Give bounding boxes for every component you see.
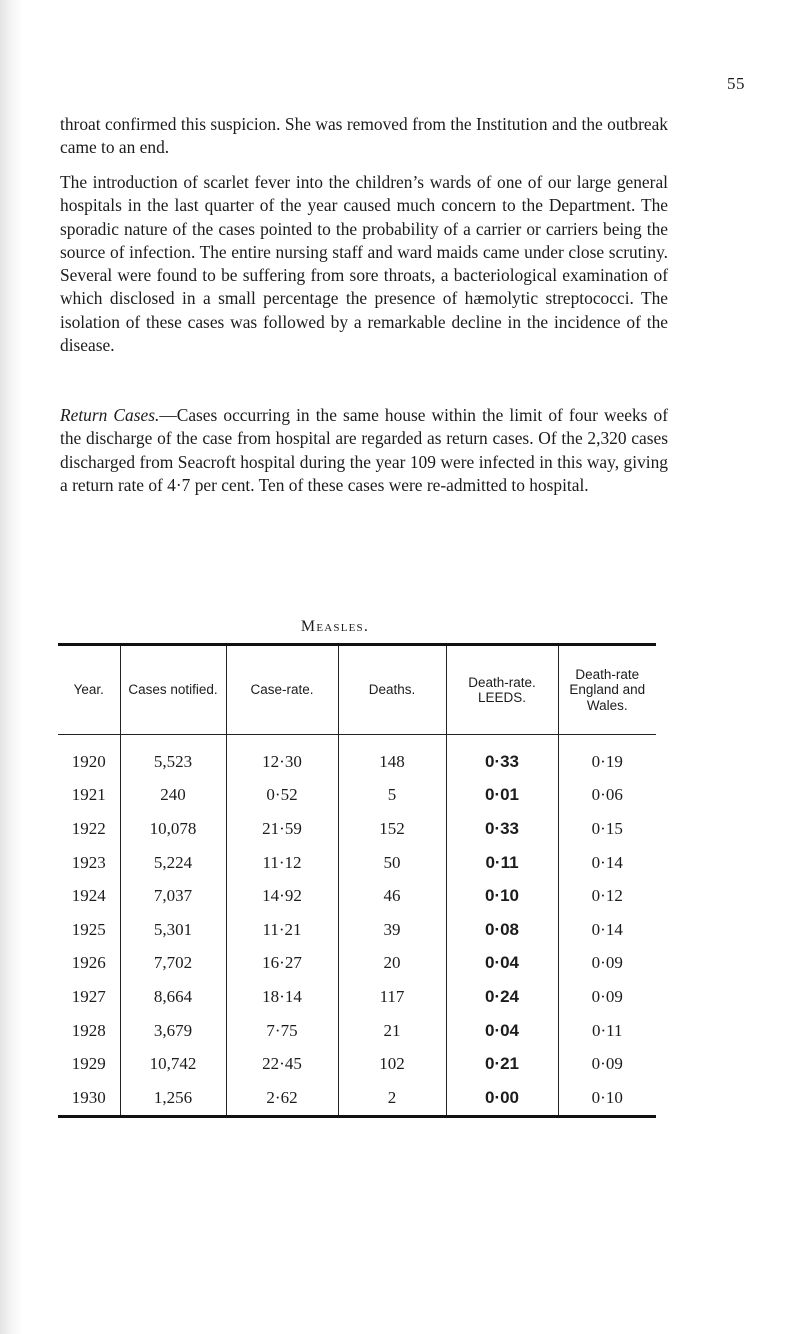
cell-cases: 5,523 [120,735,226,779]
table-row [58,812,656,846]
cell-death-rate-ew: 0·14 [591,919,623,939]
header-death-rate-ew-line2: England and [569,682,646,698]
cell-cases: 1,256 [120,1081,226,1115]
cell-year: 1927 [58,980,120,1014]
cell-year: 1921 [58,779,120,813]
cell-death-rate-ew: 0·14 [591,852,623,872]
table-body [58,735,656,1115]
header-death-rate-leeds-line2: LEEDS. [477,690,527,705]
cell-case-rate: 11·12 [226,846,338,880]
cell-year: 1925 [58,913,120,947]
cell-year: 1922 [58,812,120,846]
cell-deaths: 102 [338,1047,446,1081]
cell-death-rate-leeds: 0·21 [446,1047,558,1081]
cell-cases: 3,679 [120,1014,226,1048]
cell-case-rate: 0·52 [226,779,338,813]
table-header-row [58,646,656,735]
table-row [58,980,656,1014]
header-death-rate-leeds [446,646,558,735]
cell-deaths: 20 [338,947,446,981]
cell-death-rate-ew: 0·10 [591,1087,623,1107]
cell-death-rate-leeds: 0·04 [446,1014,558,1048]
cell-death-rate-ew: 0·12 [591,886,623,906]
cell-death-rate-ew: 0·09 [591,986,623,1006]
cell-case-rate: 18·14 [226,980,338,1014]
cell-deaths: 117 [338,980,446,1014]
cell-deaths: 148 [338,735,446,779]
header-death-rate-leeds-line1: Death-rate. [468,674,536,690]
table-row [58,846,656,880]
cell-case-rate: 12·30 [226,735,338,779]
cell-deaths: 39 [338,913,446,947]
table-row [58,779,656,813]
table-row [58,947,656,981]
cell-year: 1928 [58,1014,120,1048]
paragraph-return-cases [60,404,668,497]
cell-case-rate: 21·59 [226,812,338,846]
cell-death-rate-leeds: 0·08 [446,913,558,947]
paragraph-scarlet-fever [60,171,668,357]
table-row [58,1081,656,1115]
cell-year: 1926 [58,947,120,981]
page-number: 55 [727,74,745,93]
cell-cases: 7,037 [120,879,226,913]
cell-death-rate-ew: 0·11 [591,1020,623,1040]
cell-case-rate: 11·21 [226,913,338,947]
cell-case-rate: 7·75 [226,1014,338,1048]
table-title: Measles. [300,618,370,635]
table-row [58,1014,656,1048]
cell-cases: 8,664 [120,980,226,1014]
cell-death-rate-leeds: 0·00 [446,1081,558,1115]
cell-death-rate-ew: 0·19 [591,751,623,771]
table-row [58,735,656,779]
cell-death-rate-leeds: 0·11 [446,846,558,880]
cell-deaths: 50 [338,846,446,880]
cell-year: 1929 [58,1047,120,1081]
cell-year: 1920 [58,735,120,779]
cell-case-rate: 22·45 [226,1047,338,1081]
cell-cases: 240 [120,779,226,813]
cell-cases: 5,224 [120,846,226,880]
cell-death-rate-leeds: 0·04 [446,947,558,981]
cell-death-rate-ew: 0·15 [591,818,623,838]
cell-death-rate-ew: 0·09 [591,953,623,973]
cell-deaths: 46 [338,879,446,913]
return-cases-heading: Return Cases. [60,405,160,425]
header-cases-notified: Cases notified. [120,646,226,735]
paragraph-scarlet-fever-text: The introduction of scarlet fever into the children’s wards of one of our large general hospitals in the last quarter of the year caused much concern to the Department. The sporadic nature of the cases pointed to the probability of a carrier or carriers being the source of infection. The entire nursing staff and ward maids came under close scrutiny. Several were found to be suffering from sore throats, a bacteriological examination of which disclosed in a small percentage the presence of hæmolytic streptococci. The isolation of these cases was followed by a remarkable decline in the incidence of the disease. [60,172,668,356]
cell-death-rate-leeds: 0·33 [446,735,558,779]
header-death-rate-england-wales [558,646,656,735]
cell-deaths: 152 [338,812,446,846]
table-row [58,913,656,947]
header-year: Year. [58,646,120,735]
cell-cases: 5,301 [120,913,226,947]
cell-death-rate-leeds: 0·01 [446,779,558,813]
cell-year: 1923 [58,846,120,880]
paragraph-outbreak-end: throat confirmed this suspicion. She was removed from the Institution and the outbreak came to an end. [60,114,668,158]
cell-deaths: 2 [338,1081,446,1115]
measles-table-frame [58,643,656,1118]
header-case-rate: Case-rate. [226,646,338,735]
cell-death-rate-leeds: 0·33 [446,812,558,846]
cell-case-rate: 14·92 [226,879,338,913]
page-edge-shadow [0,0,22,1334]
cell-death-rate-leeds: 0·10 [446,879,558,913]
return-cases-text: —Cases occurring in the same house within the limit of four weeks of the discharge of the case from hospital are regarded as return cases. Of the 2,320 cases discharged from Seacroft hospital during the year 109 were infected in this way, giving a return rate of 4·7 per cent. Ten of these cases were re-admitted to hospital. [60,405,669,495]
cell-deaths: 21 [338,1014,446,1048]
cell-cases: 10,078 [120,812,226,846]
cell-year: 1930 [58,1081,120,1115]
cell-cases: 10,742 [120,1047,226,1081]
table-row [58,879,656,913]
header-deaths: Deaths. [338,646,446,735]
cell-death-rate-leeds: 0·24 [446,980,558,1014]
cell-death-rate-ew: 0·06 [591,785,623,805]
cell-case-rate: 16·27 [226,947,338,981]
table-row [58,1047,656,1081]
cell-cases: 7,702 [120,947,226,981]
header-death-rate-ew-line1: Death-rate [575,666,640,682]
cell-deaths: 5 [338,779,446,813]
header-death-rate-ew-line3: Wales. [586,697,628,713]
cell-case-rate: 2·62 [226,1081,338,1115]
measles-table [58,646,656,1115]
cell-year: 1924 [58,879,120,913]
cell-death-rate-ew: 0·09 [591,1054,623,1074]
